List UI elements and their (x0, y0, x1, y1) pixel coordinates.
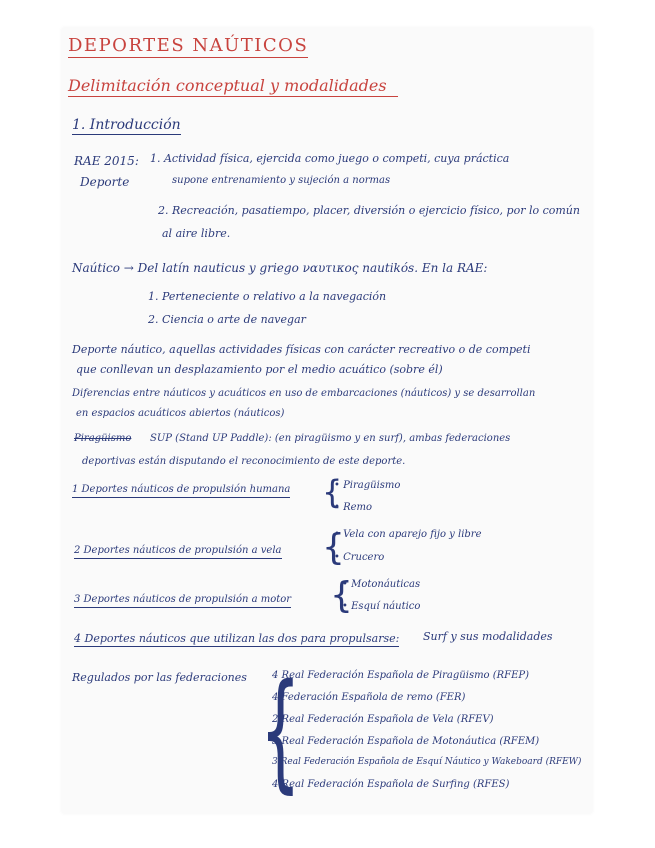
deporte-nautico-line-1: Deporte náutico, aquellas actividades físicas con carácter recreativo o de competi (72, 343, 531, 356)
nautico-item-1: 1. Perteneciente o relativo a la navegación (148, 290, 387, 303)
category-item: • Remo (334, 502, 373, 513)
rae-def1-line2: supone entrenamiento y sujeción a normas (172, 175, 391, 186)
rae-label: RAE 2015: (74, 154, 139, 168)
diferencias-line-1: Diferencias entre náuticos y acuáticos en uso de embarcaciones (náuticos) y se desarrollan (72, 388, 536, 399)
federation-item: 3 Real Federación Española de Esquí Náutico y Wakeboard (RFEW) (272, 757, 582, 767)
nautico-etymology: Naútico → Del latín nauticus y griego ναυτικος nautikós. En la RAE: (72, 261, 488, 275)
category-item: • Motonáuticas (342, 579, 421, 590)
category-item: • Vela con aparejo fijo y libre (334, 529, 482, 540)
brace: { (322, 473, 343, 511)
category-heading: 1 Deportes náuticos de propulsión humana (72, 485, 290, 498)
federaciones-label: Regulados por las federaciones (72, 671, 247, 684)
federation-item: 4 Real Federación Española de Piragüismo (RFEP) (272, 670, 530, 681)
category-item: • Piragüismo (334, 480, 401, 491)
category-item: • Crucero (334, 552, 385, 563)
category-heading: 2 Deportes náuticos de propulsión a vela (74, 546, 282, 559)
rae-def1-line1: 1. Actividad física, ejercida como juego o competi, cuya práctica (150, 152, 510, 165)
rae-label-deporte: Deporte (80, 175, 130, 189)
sup-line-2: deportivas están disputando el reconocimiento de este deporte. (82, 456, 406, 467)
category-heading: 4 Deportes náuticos que utilizan las dos para propulsarse: (74, 632, 400, 645)
federation-item: 4 Federación Española de remo (FER) (272, 692, 466, 703)
diferencias-line-2: en espacios acuáticos abiertos (náuticos) (76, 408, 285, 419)
nautico-item-2: 2. Ciencia o arte de navegar (148, 313, 306, 326)
brace: { (322, 527, 345, 568)
rae-def2-line1: 2. Recreación, pasatiempo, placer, diversión o ejercicio físico, por lo común (158, 204, 580, 217)
federation-item: 2 Real Federación Española de Vela (RFEV) (272, 714, 494, 725)
sup-line-1: SUP (Stand UP Paddle): (en piragüismo y en surf), ambas federaciones (150, 433, 511, 444)
category-item: Surf y sus modalidades (423, 630, 553, 643)
federation-item: 4 Real Federación Española de Surfing (RFES) (272, 779, 510, 790)
federation-item: 3 Real Federación Española de Motonáutica (RFEM) (272, 736, 540, 747)
struck-out-word: Piragüismo (74, 433, 132, 444)
brace: { (330, 575, 353, 616)
brace: { (260, 657, 301, 806)
category-item: • Esquí náutico (342, 601, 421, 612)
rae-def2-line2: al aire libre. (162, 227, 231, 240)
page-subtitle: Delimitación conceptual y modalidades (68, 78, 398, 97)
page-title: DEPORTES NAÚTICOS (68, 35, 309, 56)
category-heading: 3 Deportes náuticos de propulsión a motor (74, 595, 291, 608)
section-heading: 1. Introducción (72, 117, 181, 133)
deporte-nautico-line-2: que conllevan un desplazamiento por el medio acuático (sobre él) (76, 363, 443, 376)
